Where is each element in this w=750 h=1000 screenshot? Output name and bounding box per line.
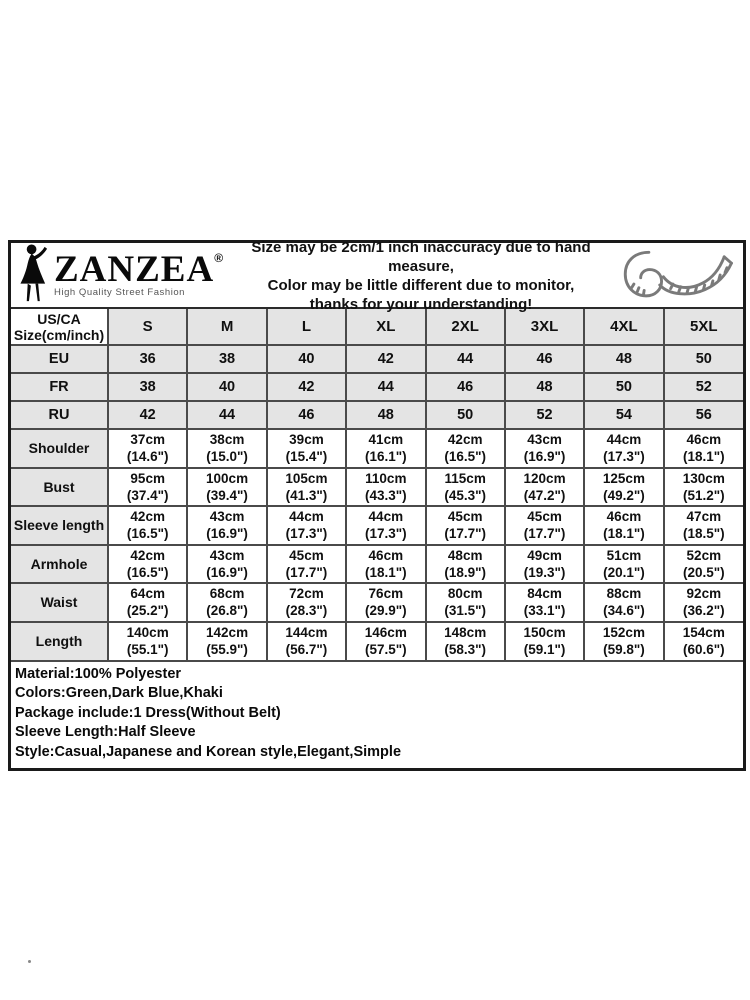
measurement-cell [426,622,505,661]
measurement-inch: (59.1") [523,642,566,658]
measurement-cm: 148cm [444,625,487,641]
corner-line2: Size(cm/inch) [13,326,105,343]
measurement-cm: 45cm [527,509,562,525]
measurement-cm: 48cm [447,547,483,563]
measurement-inch: (15.0") [206,449,248,465]
measurement-cm: 125cm [602,470,645,486]
product-detail-line: Colors:Green,Dark Blue,Khaki [15,685,223,702]
measurement-cm: 76cm [368,586,404,602]
measurement-cm: 43cm [209,547,245,563]
measurement-inch: (47.2") [523,487,566,503]
measurement-inch: (19.3") [523,564,566,580]
measurement-inch: (18.1") [364,564,407,580]
measurement-cm: 64cm [130,586,165,602]
measurement-inch: (56.7") [285,642,328,658]
measurement-cm: 115cm [444,470,486,486]
measurement-cm: 41cm [368,432,404,448]
measurement-cm: 39cm [289,432,324,448]
measurement-cell [584,622,663,661]
measurement-cm: 142cm [206,625,249,641]
measurement-cell [584,583,663,622]
measurement-cm: 38cm [209,432,245,448]
conversion-cell: 42 [267,373,346,401]
measurement-cell [346,506,425,545]
size-column-header: L [267,309,346,345]
conversion-cell: 50 [584,373,663,401]
measurement-cm: 47cm [686,509,722,525]
conversion-cell: 48 [584,345,663,373]
measurement-cm: 95cm [130,470,165,486]
measurement-cell [505,545,584,584]
measurement-inch: (18.5") [682,526,725,542]
measurement-inch: (16.9") [206,526,248,542]
measurement-inch: (28.3") [285,603,328,619]
measurement-row-label: Sleeve length [11,506,108,545]
measurement-inch: (45.3") [444,487,487,503]
measurement-cell [267,506,346,545]
disclaimer-line: Color may be little different due to monitor, [267,277,575,294]
measurement-cm: 100cm [206,470,249,486]
measurement-cell [108,545,187,584]
measurement-cm: 44cm [368,509,404,525]
conversion-cell: 46 [426,373,505,401]
measurement-inch: (34.6") [603,603,645,619]
conversion-row-label: RU [11,401,108,429]
conversion-row-label: FR [11,373,108,401]
conversion-cell: 42 [108,401,187,429]
measurement-cm: 110cm [365,470,407,486]
measurement-cell [108,583,187,622]
measurement-inch: (17.3") [285,526,328,542]
woman-silhouette-icon [16,243,52,308]
measurement-inch: (17.3") [603,449,645,465]
measurement-cell [267,583,346,622]
measurement-inch: (16.5") [126,564,169,580]
size-column-header: M [187,309,266,345]
measurement-cell [108,468,187,507]
conversion-row [11,401,743,429]
measurement-cell [664,468,743,507]
measurement-cell [505,506,584,545]
measurement-inch: (31.5") [444,603,487,619]
measurement-cm: 150cm [523,625,566,641]
measurement-cm: 154cm [682,625,725,641]
measurement-cm: 49cm [527,547,562,563]
measurement-inch: (55.9") [206,642,248,658]
measurement-cell [187,545,266,584]
conversion-row [11,345,743,373]
conversion-cell: 50 [426,401,505,429]
conversion-cell: 44 [426,345,505,373]
measurement-inch: (16.1") [364,449,407,465]
measurement-inch: (37.4") [126,487,169,503]
measurement-cell [108,506,187,545]
measurement-cell [505,583,584,622]
measurement-cm: 88cm [606,586,642,602]
measurement-inch: (20.5") [682,564,725,580]
conversion-cell: 54 [584,401,663,429]
measurement-cell [187,468,266,507]
size-column-header: 3XL [505,309,584,345]
measurement-cm: 140cm [126,625,169,641]
measurement-cm: 45cm [289,547,324,563]
measurement-inch: (58.3") [444,642,487,658]
corner-line1: US/CA [37,310,81,327]
measurement-cm: 44cm [606,432,642,448]
measurement-inch: (17.7") [523,526,566,542]
measurement-inch: (17.7") [444,526,487,542]
brand-logo-text [54,248,224,298]
conversion-cell: 48 [505,373,584,401]
measurement-cell [346,468,425,507]
measurement-cell [346,622,425,661]
measurement-cell [267,545,346,584]
conversion-cell: 50 [664,345,743,373]
measurement-cm: 144cm [285,625,328,641]
measurement-inch: (60.6") [682,642,725,658]
product-detail-line: Material:100% Polyester [15,666,182,682]
size-table [11,309,743,660]
measurement-row-label: Shoulder [11,429,108,468]
measurement-inch: (39.4") [206,487,248,503]
measurement-cell [108,622,187,661]
conversion-row [11,373,743,401]
measurement-inch: (36.2") [682,603,725,619]
conversion-cell: 38 [108,373,187,401]
conversion-cell: 46 [505,345,584,373]
size-header-row [11,309,743,345]
measurement-cell [426,545,505,584]
size-column-header: 2XL [426,309,505,345]
measurement-cm: 42cm [130,547,165,563]
measurement-cm: 46cm [686,432,722,448]
measurement-cell [267,429,346,468]
measurement-cell [505,622,584,661]
tape-measure-icon [611,246,743,304]
artifact-dot [28,960,31,963]
measurement-inch: (57.5") [364,642,407,658]
measurement-inch: (14.6") [126,449,169,465]
measurement-cm: 42cm [130,509,165,525]
measurement-cm: 42cm [447,432,483,448]
measurement-inch: (49.2") [603,487,645,503]
conversion-row-label: EU [11,345,108,373]
measurement-inch: (16.9") [206,564,248,580]
measurement-cell [664,583,743,622]
corner-cell [11,309,108,345]
conversion-cell: 40 [187,373,266,401]
measurement-cell [267,622,346,661]
measurement-row [11,622,743,661]
disclaimer-line: Size may be 2cm/1 inch inaccuracy due to hand measure, [251,239,591,275]
measurement-cm: 44cm [289,509,324,525]
measurement-cell [664,429,743,468]
measurement-cell [664,506,743,545]
conversion-cell: 46 [267,401,346,429]
measurement-inch: (16.9") [523,449,566,465]
disclaimer-line: thanks for your understanding! [309,296,533,313]
measurement-inch: (18.1") [682,449,725,465]
measurement-inch: (16.5") [444,449,487,465]
measurement-cm: 52cm [686,547,722,563]
measurement-inch: (16.5") [126,526,169,542]
conversion-cell: 40 [267,345,346,373]
measurement-cm: 80cm [447,586,483,602]
measurement-row [11,545,743,584]
size-column-header: XL [346,309,425,345]
product-detail-line: Sleeve Length:Half Sleeve [15,724,196,741]
registered-trademark: ® [214,250,224,265]
conversion-cell: 36 [108,345,187,373]
brand-logo [11,243,231,308]
measurement-inch: (29.9") [364,603,407,619]
measurement-cell [426,583,505,622]
size-column-header: S [108,309,187,345]
measurement-row-label: Waist [11,583,108,622]
measurement-inch: (51.2") [682,487,725,503]
banner [11,239,743,313]
measurement-cell [346,545,425,584]
measurement-cell [346,429,425,468]
measurement-cell [187,429,266,468]
measurement-cm: 120cm [523,470,566,486]
measurement-inch: (26.8") [206,603,248,619]
measurement-cm: 68cm [209,586,245,602]
measurement-cm: 105cm [285,470,328,486]
measurement-cell [584,468,663,507]
measurement-inch: (43.3") [364,487,407,503]
measurement-cell [664,622,743,661]
measurement-inch: (18.1") [603,526,645,542]
measurement-cm: 84cm [527,586,562,602]
measurement-cell [584,429,663,468]
measurement-cell [505,429,584,468]
measurement-cm: 72cm [289,586,324,602]
measurement-cell [187,506,266,545]
measurement-cell [584,506,663,545]
measurement-cm: 43cm [527,432,562,448]
measurement-row [11,468,743,507]
brand-name: ZANZEA [54,248,215,290]
measurement-inch: (59.8") [603,642,645,658]
measurement-cell [108,429,187,468]
measurement-cell [187,622,266,661]
measurement-inch: (18.9") [444,564,487,580]
measurement-inch: (15.4") [285,449,328,465]
conversion-cell: 52 [664,373,743,401]
measurement-cm: 46cm [368,547,404,563]
measurement-cell [187,583,266,622]
measurement-cm: 130cm [682,470,725,486]
measurement-cell [664,545,743,584]
conversion-cell: 38 [187,345,266,373]
measurement-cell [426,429,505,468]
measurement-row-label: Length [11,622,108,661]
measurement-inch: (17.3") [364,526,407,542]
conversion-cell: 44 [187,401,266,429]
product-detail-line: Package include:1 Dress(Without Belt) [15,704,281,721]
measurement-cell [346,583,425,622]
measurement-cm: 146cm [364,625,407,641]
measurement-row [11,583,743,622]
measurement-cm: 43cm [209,509,245,525]
size-column-header: 5XL [664,309,743,345]
measurement-cm: 51cm [606,547,642,563]
product-detail-line: Style:Casual,Japanese and Korean style,Elegant,Simple [15,743,402,760]
measurement-inch: (41.3") [285,487,328,503]
size-chart-sheet [8,240,746,771]
brand-tagline: High Quality Street Fashion [54,286,186,298]
measurement-inch: (33.1") [523,603,566,619]
measurement-cell [426,468,505,507]
measurement-cell [584,545,663,584]
measurement-inch: (20.1") [603,564,645,580]
measurement-cm: 152cm [602,625,645,641]
conversion-cell: 48 [346,401,425,429]
measurement-row-label: Armhole [11,545,108,584]
measurement-row [11,506,743,545]
measurement-inch: (17.7") [285,564,328,580]
size-disclaimer [231,236,611,314]
conversion-cell: 44 [346,373,425,401]
measurement-inch: (25.2") [126,603,169,619]
measurement-cm: 92cm [686,586,722,602]
measurement-cell [505,468,584,507]
measurement-cm: 46cm [606,509,642,525]
measurement-cell [426,506,505,545]
conversion-cell: 52 [505,401,584,429]
product-details [11,660,743,768]
measurement-cm: 37cm [130,432,165,448]
conversion-cell: 42 [346,345,425,373]
measurement-row-label: Bust [11,468,108,507]
measurement-cm: 45cm [447,509,483,525]
measurement-row [11,429,743,468]
measurement-cell [267,468,346,507]
conversion-cell: 56 [664,401,743,429]
measurement-inch: (55.1") [126,642,169,658]
size-column-header: 4XL [584,309,663,345]
